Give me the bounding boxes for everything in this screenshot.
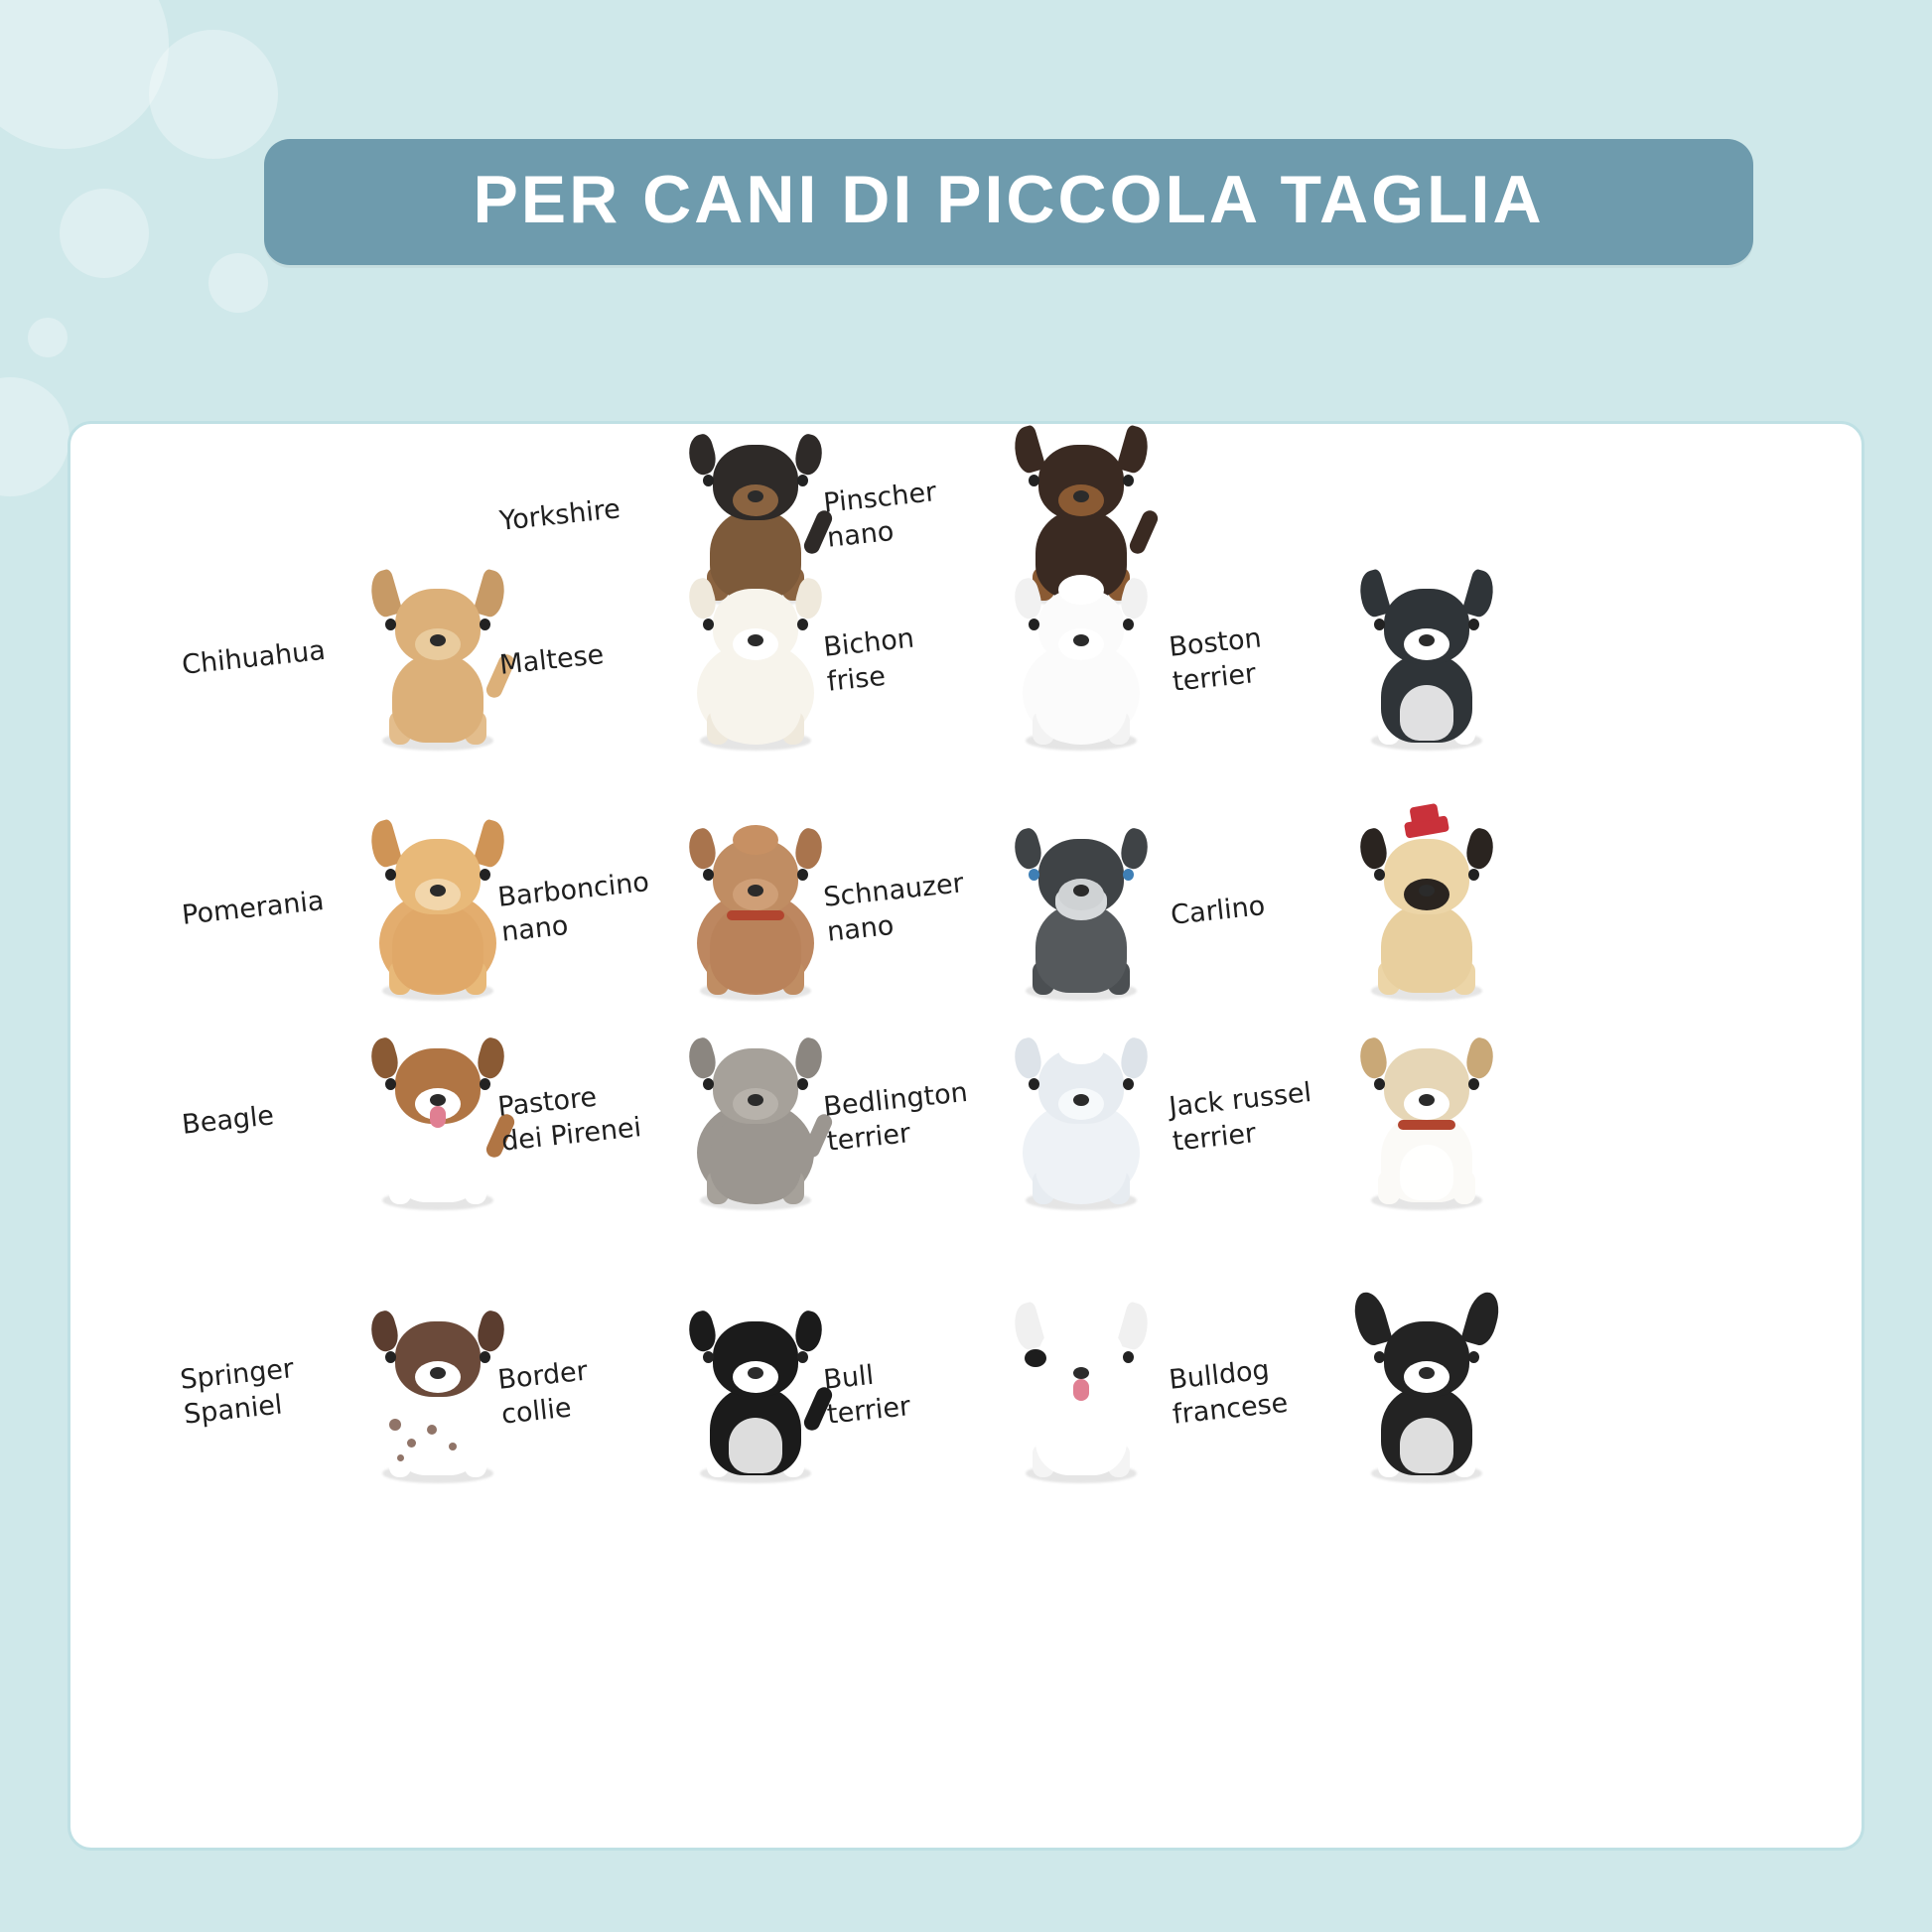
dog-eye-right — [1123, 1351, 1134, 1363]
dog-eye-right — [797, 619, 808, 630]
dog-chest — [411, 1145, 465, 1200]
breed-item-chihuahua[interactable] — [182, 553, 524, 761]
title-banner — [264, 139, 1753, 265]
dog-body — [710, 653, 801, 743]
dog-nose — [1073, 1367, 1089, 1379]
breed-label: Schnauzer nano — [821, 868, 966, 948]
dog-figure — [1352, 577, 1501, 751]
dog-tail — [1127, 508, 1160, 557]
dog-figure — [1007, 1310, 1156, 1483]
dog-figure — [363, 1310, 512, 1483]
dog-eye-left — [1029, 619, 1039, 630]
breed-label: Bulldog francese — [1167, 1354, 1290, 1431]
breed-illustration — [668, 1291, 842, 1489]
dog-figure — [363, 827, 512, 1001]
breed-item-bull-terrier[interactable] — [821, 1266, 1168, 1514]
dog-eye-left — [385, 619, 396, 630]
dog-chest — [1400, 1418, 1453, 1473]
breed-label: Pastore dei Pirenei — [495, 1082, 643, 1158]
dog-chest — [1400, 685, 1453, 741]
dog-eye-left — [703, 1078, 714, 1090]
dog-eye-left — [703, 869, 714, 881]
dog-figure — [1007, 1036, 1156, 1210]
decorative-bubble — [0, 0, 169, 149]
breed-illustration — [668, 808, 842, 1007]
dog-eye-left — [1374, 619, 1385, 630]
breed-illustration — [1339, 558, 1513, 757]
dog-eye-left — [1374, 1351, 1385, 1363]
dog-nose — [1073, 1094, 1089, 1106]
decorative-bubble — [208, 253, 268, 313]
dog-nose — [1073, 885, 1089, 897]
dog-ear-left — [1349, 1289, 1393, 1348]
dog-figure — [363, 577, 512, 751]
breed-label: Maltese — [497, 638, 606, 681]
dog-collar — [1398, 1120, 1455, 1130]
dog-figure — [1352, 1036, 1501, 1210]
breed-label: Pomerania — [180, 885, 326, 931]
dog-figure — [681, 827, 830, 1001]
dog-eye-right — [1123, 619, 1134, 630]
dog-topknot — [1058, 575, 1104, 605]
dog-eye-patch — [1025, 1349, 1046, 1367]
dog-topknot — [733, 825, 778, 855]
dog-figure — [681, 577, 830, 751]
dog-body — [392, 653, 483, 743]
dog-collar — [727, 910, 784, 920]
dog-ear-right — [1460, 1289, 1504, 1348]
breed-item-bedlington[interactable] — [821, 998, 1168, 1236]
breed-item-bulldog-francese[interactable] — [1167, 1266, 1513, 1514]
breed-illustration — [1339, 1018, 1513, 1216]
dog-nose — [748, 634, 763, 646]
breed-illustration — [994, 808, 1168, 1007]
breed-item-pomerania[interactable] — [182, 803, 524, 1012]
dog-figure — [1352, 1310, 1501, 1483]
dog-nose — [430, 885, 446, 897]
breed-label: Beagle — [180, 1099, 276, 1141]
dog-figure — [1007, 577, 1156, 751]
dog-nose — [748, 1367, 763, 1379]
breed-label: Barboncino nano — [495, 867, 651, 948]
dog-eye-right — [1468, 619, 1479, 630]
breed-illustration — [668, 1018, 842, 1216]
breed-label: Boston terrier — [1167, 622, 1264, 698]
dog-tongue — [430, 1106, 446, 1128]
dog-figure — [363, 1036, 512, 1210]
breed-label: Border collie — [495, 1356, 590, 1431]
breed-item-boston-terrier[interactable] — [1167, 553, 1513, 761]
dog-eye-left — [1029, 475, 1039, 486]
dog-eye-left — [703, 1351, 714, 1363]
dog-eye-left — [1374, 869, 1385, 881]
breed-label: Bedlington terrier — [821, 1077, 970, 1158]
dog-eye-left — [385, 1351, 396, 1363]
decorative-bubble — [60, 189, 149, 278]
breed-label: Springer Spaniel — [178, 1353, 296, 1431]
breed-item-pastore-pirenei[interactable] — [495, 998, 842, 1236]
dog-figure — [681, 1310, 830, 1483]
dog-eye-right — [797, 1078, 808, 1090]
breed-item-beagle[interactable] — [182, 998, 524, 1236]
dog-topknot — [1058, 1035, 1104, 1064]
dog-tongue — [1073, 1379, 1089, 1401]
page-title: PER CANI DI PICCOLA TAGLIA — [473, 162, 1545, 237]
dog-eye-left — [1374, 1078, 1385, 1090]
dog-nose — [430, 1094, 446, 1106]
breed-card — [68, 421, 1864, 1851]
decorative-bubble — [0, 377, 69, 496]
breed-label: Pinscher nano — [821, 477, 938, 554]
dog-body — [1381, 903, 1472, 993]
breed-label: Bull terrier — [821, 1360, 912, 1431]
dog-eye-left — [1029, 869, 1039, 881]
breed-item-carlino[interactable] — [1171, 803, 1513, 1012]
dog-chest — [1400, 1145, 1453, 1200]
breed-label: Carlino — [1169, 890, 1267, 931]
breed-item-barboncino-nano[interactable] — [495, 803, 842, 1012]
breed-label: Chihuahua — [180, 634, 328, 681]
breed-illustration — [668, 558, 842, 757]
breed-illustration — [1339, 808, 1513, 1007]
dog-eye-right — [1468, 869, 1479, 881]
dog-figure — [1352, 827, 1501, 1001]
dog-body — [392, 903, 483, 993]
breed-item-border-collie[interactable] — [495, 1266, 842, 1514]
dog-hat — [1403, 815, 1449, 838]
dog-eye-right — [480, 869, 490, 881]
breed-label: Jack russel terrier — [1167, 1077, 1313, 1158]
dog-eye-left — [703, 475, 714, 486]
dog-eye-right — [1468, 1078, 1479, 1090]
dog-nose — [1419, 885, 1435, 897]
title-banner-wrap — [264, 139, 1753, 265]
dog-eye-right — [480, 1078, 490, 1090]
dog-body — [1035, 653, 1127, 743]
dog-body — [710, 1113, 801, 1202]
breed-item-maltese[interactable] — [499, 553, 842, 761]
breed-label: Yorkshire — [497, 492, 622, 537]
dog-nose — [1073, 490, 1089, 502]
breed-item-springer-spaniel[interactable] — [178, 1266, 524, 1514]
dog-body — [1035, 1113, 1127, 1202]
breed-item-schnauzer-nano[interactable] — [821, 803, 1168, 1012]
dog-eye-left — [1029, 1078, 1039, 1090]
dog-eye-right — [480, 619, 490, 630]
breed-illustration — [994, 1291, 1168, 1489]
breed-item-bichon-frise[interactable] — [821, 553, 1168, 761]
dog-figure — [681, 1036, 830, 1210]
dog-nose — [748, 490, 763, 502]
dog-eye-right — [797, 1351, 808, 1363]
dog-nose — [1073, 634, 1089, 646]
dog-eye-right — [1123, 1078, 1134, 1090]
dog-eye-left — [385, 869, 396, 881]
dog-nose — [748, 885, 763, 897]
dog-nose — [748, 1094, 763, 1106]
dog-nose — [1419, 1094, 1435, 1106]
dog-eye-left — [385, 1078, 396, 1090]
dog-nose — [430, 634, 446, 646]
dog-nose — [430, 1367, 446, 1379]
breed-illustration — [994, 1018, 1168, 1216]
dog-eye-left — [703, 619, 714, 630]
breed-illustration — [994, 558, 1168, 757]
dog-figure — [1007, 827, 1156, 1001]
decorative-bubble — [28, 318, 68, 357]
breed-label: Bichon frise — [821, 622, 916, 698]
dog-nose — [1419, 1367, 1435, 1379]
dog-eye-right — [1123, 475, 1134, 486]
dog-chest — [729, 1418, 782, 1473]
dog-eye-right — [480, 1351, 490, 1363]
dog-eye-right — [1468, 1351, 1479, 1363]
dog-eye-right — [1123, 869, 1134, 881]
breed-illustration — [1339, 1291, 1513, 1489]
dog-eye-right — [797, 869, 808, 881]
dog-nose — [1419, 634, 1435, 646]
dog-eye-right — [797, 475, 808, 486]
decorative-bubble — [149, 30, 278, 159]
breed-item-jack-russell[interactable] — [1167, 998, 1513, 1236]
breed-grid — [70, 424, 1862, 1848]
